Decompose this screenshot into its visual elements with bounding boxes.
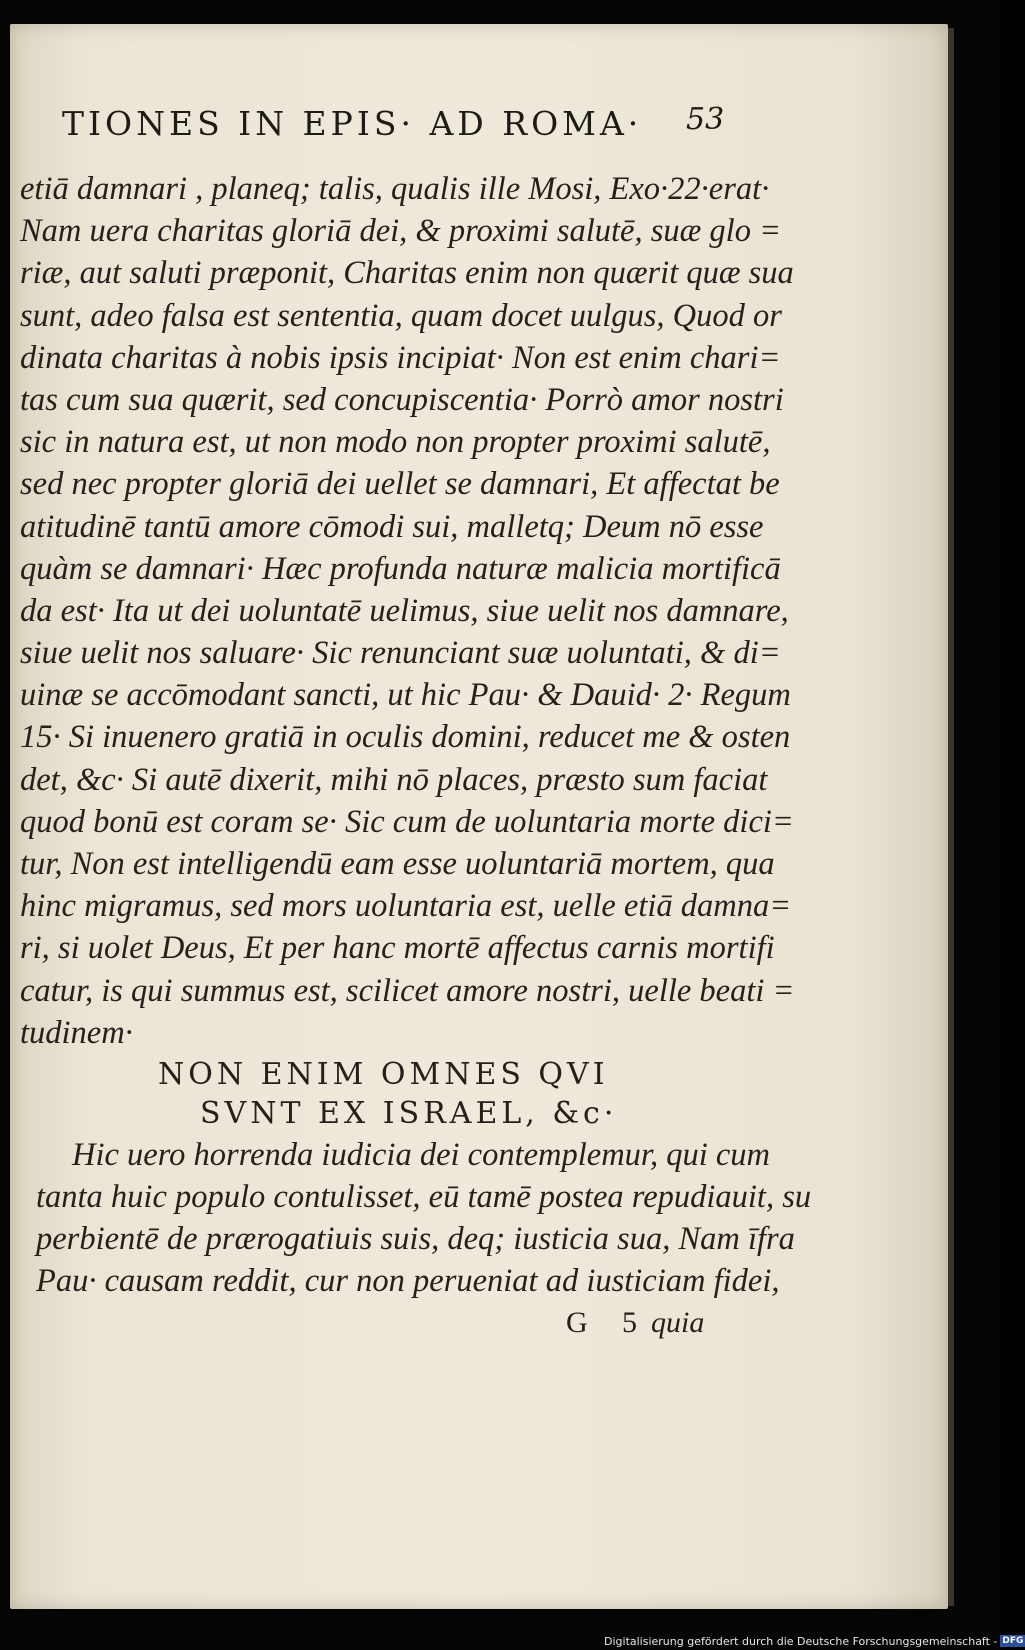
text-line: quàm se damnari· Hæc profunda naturæ malicia mortificā [20,550,781,587]
digitization-credit [604,1633,1024,1649]
text-line: catur, is qui summus est, scilicet amore nostri, uelle beati = [20,972,795,1009]
text-line: det, &c· Si autē dixerit, mihi nō places, præsto sum faciat [20,761,768,798]
section-heading-line1: NON ENIM OMNES QVI [158,1057,609,1092]
folio-number: 53 [686,102,725,137]
page-edge [948,28,954,1606]
text-line: tudinem· [20,1014,133,1051]
text-line: ri, si uolet Deus, Et per hanc mortē affectus carnis mortifi [20,930,775,967]
text-line: dinata charitas à nobis ipsis incipiat· Non est enim chari= [20,339,781,376]
text-line: atitudinē tantū amore cōmodi sui, malletq; Deum nō esse [20,508,764,545]
text-line: da est· Ita ut dei uoluntatē uelimus, siue uelit nos damnare, [20,592,789,629]
signature-line [566,1306,746,1346]
body-text [20,168,795,1054]
text-line: tur, Non est intelligendū eam esse uoluntariā mortem, qua [20,846,775,882]
text-line: perbientē de prærogatiuis suis, deq; iusticia sua, Nam īfra [36,1221,795,1257]
text-line: sunt, adeo falsa est sententia, quam docet uulgus, Quod or [20,297,782,334]
text-line: tas cum sua quærit, sed concupiscentia· Porrò amor nostri [20,381,784,418]
text-line: 15· Si inuenero gratiā in oculis domini, reducet me & osten [20,719,791,756]
text-line: Hic uero horrenda iudicia dei contemplemur, qui cum [72,1137,771,1173]
text-line: siue uelit nos saluare· Sic renunciant suæ uoluntati, & di= [20,635,781,672]
text-line: Pau· causam reddit, cur non perueniat ad iusticiam fidei, [36,1263,780,1299]
text-line: hinc migramus, sed mors uoluntaria est, uelle etiā damna= [20,888,792,925]
dfg-logo: DFG [1002,1636,1024,1646]
section-heading-line2: SVNT EX ISRAEL, &c· [200,1096,618,1131]
text-line: sic in natura est, ut non modo non propter proximi salutē, [20,424,771,461]
signature-mark: G [566,1306,588,1339]
body-text-2 [36,1134,812,1302]
text-line: uinæ se accōmodant sancti, ut hic Pau· & Dauid· 2· Regum [20,677,791,714]
running-title: TIONES IN EPIS· AD ROMA· [62,104,643,143]
text-line: tanta huic populo contulisset, eū tamē postea repudiauit, su [36,1179,812,1215]
text-line: Nam uera charitas gloriā dei, & proximi salutē, suæ glo = [20,213,782,250]
catchword: quia [651,1306,705,1339]
text-line: quod bonū est coram se· Sic cum de uoluntaria morte dici= [20,803,794,840]
text-line: sed nec propter gloriā dei uellet se damnari, Et affectat be [20,466,780,503]
signature-number: 5 [622,1306,637,1339]
text-line: riæ, aut saluti præponit, Charitas enim non quærit quæ sua [20,255,794,292]
text-line: etiā damnari , planeq; talis, qualis ille Mosi, Exo·22·erat· [20,171,770,207]
credit-text: Digitalisierung gefördert durch die Deutsche Forschungsgemeinschaft - [604,1634,998,1648]
